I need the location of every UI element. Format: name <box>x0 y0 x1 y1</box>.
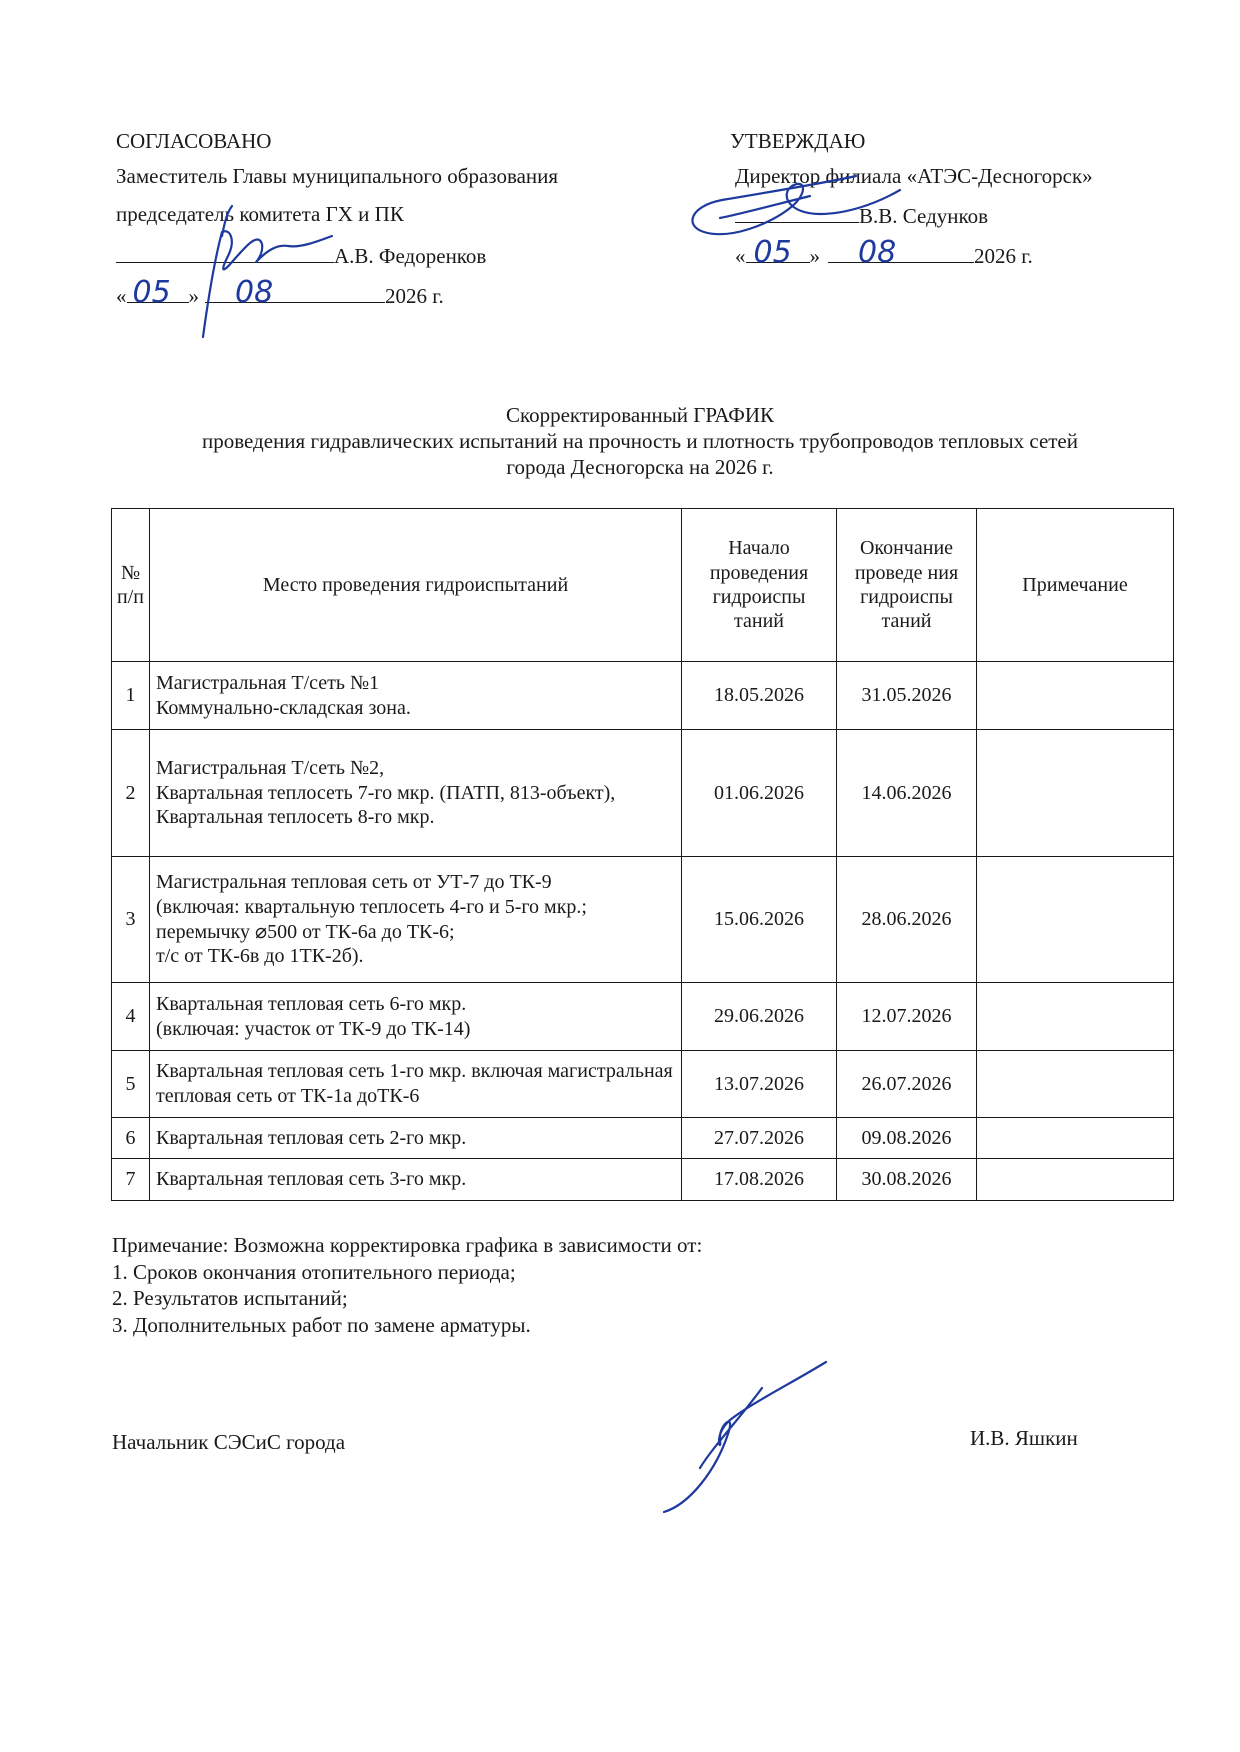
row-end-date: 30.08.2026 <box>837 1159 977 1201</box>
table-row <box>112 983 1174 1051</box>
approve-date-line <box>735 235 1033 270</box>
table-row <box>112 1051 1174 1118</box>
notes-heading: Примечание: Возможна корректировка графика в зависимости от: <box>112 1233 703 1257</box>
signature-blank <box>735 204 859 223</box>
approve-year: 2026 г. <box>974 244 1033 268</box>
row-end-date: 26.07.2026 <box>837 1051 977 1118</box>
row-start-date: 15.06.2026 <box>682 857 837 983</box>
signature-bottom <box>664 1362 826 1512</box>
approve-signature-line <box>735 204 988 227</box>
schedule-table <box>111 508 1174 1201</box>
agreed-position-line1: Заместитель Главы муниципального образования <box>116 164 559 188</box>
row-start-date: 13.07.2026 <box>682 1051 837 1118</box>
title-line-1: Скорректированный ГРАФИК <box>505 403 775 427</box>
row-note <box>977 857 1174 983</box>
row-start-date: 18.05.2026 <box>682 662 837 730</box>
row-place: Квартальная тепловая сеть 3-го мкр. <box>150 1159 682 1201</box>
footer-name: И.В. Яшкин <box>970 1426 1078 1450</box>
row-place: Магистральная Т/сеть №2, Квартальная теплосеть 7-го мкр. (ПАТП, 813-объект), Квартальная теплосеть 8-го мкр. <box>150 730 682 857</box>
table-row <box>112 662 1174 730</box>
notes-item: 1. Сроков окончания отопительного периода; <box>112 1259 516 1284</box>
quote-close: » <box>809 244 820 268</box>
agreed-date-line <box>116 275 444 310</box>
handwritten-day: 05 <box>753 235 792 270</box>
document-title <box>100 402 1180 480</box>
agreed-signer-name: А.В. Федоренков <box>334 244 487 268</box>
row-number: 3 <box>112 857 150 983</box>
row-note <box>977 1118 1174 1159</box>
quote-open: « <box>116 284 127 308</box>
row-note <box>977 983 1174 1051</box>
row-place: Квартальная тепловая сеть 1-го мкр. включая магистральная тепловая сеть от ТК-1а доТК-6 <box>150 1051 682 1118</box>
row-note <box>977 1051 1174 1118</box>
row-number: 7 <box>112 1159 150 1201</box>
handwritten-month: 08 <box>858 235 897 270</box>
row-note <box>977 1159 1174 1201</box>
row-place: Магистральная Т/сеть №1 Коммунально-складская зона. <box>150 662 682 730</box>
row-end-date: 12.07.2026 <box>837 983 977 1051</box>
approve-position: Директор филиала «АТЭС-Десногорск» <box>735 164 1093 188</box>
header-end: Окончание проведе ния гидроиспы таний <box>837 509 977 662</box>
day-blank <box>746 235 810 270</box>
header-note: Примечание <box>977 509 1174 662</box>
notes-item: 2. Результатов испытаний; <box>112 1286 348 1311</box>
agreed-position-line2: председатель комитета ГХ и ПК <box>116 202 404 226</box>
header-number: № п/п <box>112 509 150 662</box>
day-blank <box>127 275 189 310</box>
row-start-date: 01.06.2026 <box>682 730 837 857</box>
row-number: 4 <box>112 983 150 1051</box>
agreed-signature-line <box>116 244 486 267</box>
quote-close: » <box>188 284 199 308</box>
row-note <box>977 730 1174 857</box>
month-blank <box>828 235 974 270</box>
row-number: 1 <box>112 662 150 730</box>
table-row <box>112 1159 1174 1201</box>
approve-signer-name: В.В. Седунков <box>859 204 989 228</box>
title-line-2: проведения гидравлических испытаний на прочность и плотность трубопроводов тепловых сетей <box>201 429 1078 454</box>
header-place: Место проведения гидроиспытаний <box>150 509 682 662</box>
row-start-date: 27.07.2026 <box>682 1118 837 1159</box>
row-end-date: 09.08.2026 <box>837 1118 977 1159</box>
month-blank <box>205 275 385 310</box>
table-row <box>112 857 1174 983</box>
row-end-date: 28.06.2026 <box>837 857 977 983</box>
header-start: Начало проведения гидроиспы таний <box>682 509 837 662</box>
handwritten-month: 08 <box>235 275 274 310</box>
row-number: 2 <box>112 730 150 857</box>
row-place: Квартальная тепловая сеть 2-го мкр. <box>150 1118 682 1159</box>
notes-block <box>112 1232 702 1339</box>
footer-position: Начальник СЭСиС города <box>112 1430 346 1454</box>
row-note <box>977 662 1174 730</box>
signature-blank <box>116 244 334 263</box>
quote-open: « <box>735 244 746 268</box>
row-start-date: 29.06.2026 <box>682 983 837 1051</box>
title-line-3: города Десногорска на 2026 г. <box>506 455 774 480</box>
table-header-row <box>112 509 1174 662</box>
table-row <box>112 730 1174 857</box>
handwritten-day: 05 <box>132 275 171 310</box>
row-number: 6 <box>112 1118 150 1159</box>
row-start-date: 17.08.2026 <box>682 1159 837 1201</box>
row-place: Магистральная тепловая сеть от УТ-7 до ТК-9 (включая: квартальную теплосеть 4-го и 5-го мкр.; перемычку ⌀500 от ТК-6а до ТК-6; т/с от ТК-6в до 1ТК-2б). <box>150 857 682 983</box>
agreed-heading: СОГЛАСОВАНО <box>116 129 272 153</box>
row-end-date: 14.06.2026 <box>837 730 977 857</box>
agreed-year: 2026 г. <box>385 284 444 308</box>
notes-item: 3. Дополнительных работ по замене арматуры. <box>112 1312 531 1337</box>
row-place: Квартальная тепловая сеть 6-го мкр. (включая: участок от ТК-9 до ТК-14) <box>150 983 682 1051</box>
row-number: 5 <box>112 1051 150 1118</box>
row-end-date: 31.05.2026 <box>837 662 977 730</box>
approve-heading: УТВЕРЖДАЮ <box>730 129 866 153</box>
table-row <box>112 1118 1174 1159</box>
